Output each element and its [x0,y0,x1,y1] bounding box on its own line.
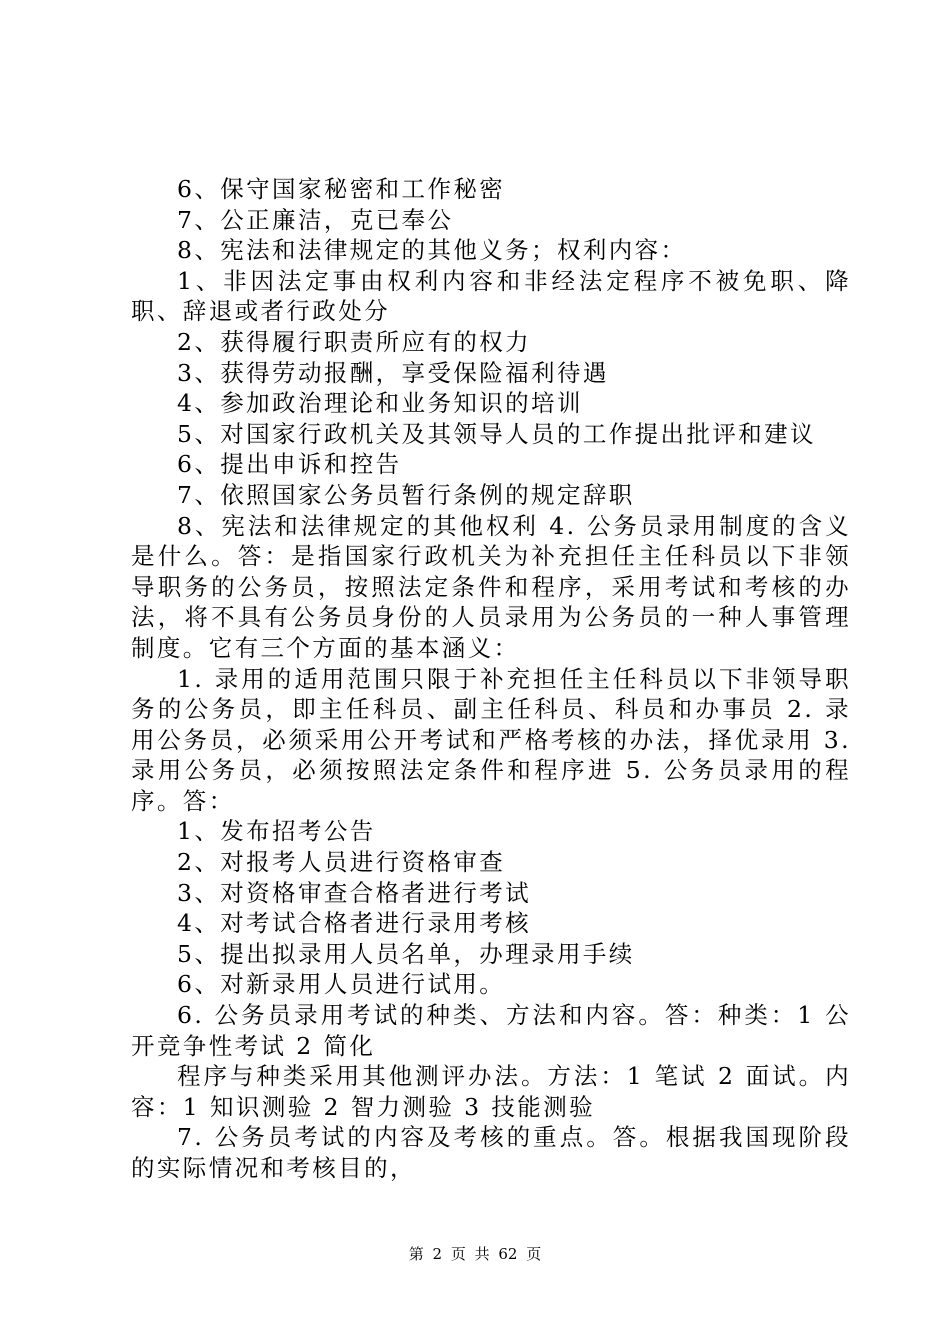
paragraph: 8、宪法和法律规定的其他义务；权利内容： [177,236,687,265]
paragraph: 7. 公务员考试的内容及考核的重点。答。根据我国现阶段的实际情况和考核目的， [131,1123,851,1182]
paragraph: 1、非因法定事由权利内容和非经法定程序不被免职、降职、辞退或者行政处分 [131,266,851,326]
paragraph: 2、对报考人员进行资格审查 [177,848,506,877]
paragraph: 5、提出拟录用人员名单，办理录用手续 [177,939,635,968]
paragraph: 程序与种类采用其他测评办法。方法：1 笔试 2 面试。内容：1 知识测验 2 智力测验 3 技能测验 [131,1062,851,1121]
paragraph: 3、对资格审查合格者进行考试 [177,878,532,907]
paragraph: 5、对国家行政机关及其领导人员的工作提出批评和建议 [177,419,816,448]
page-number-footer: 第 2 页 共 62 页 [408,1245,542,1263]
paragraph: 4、参加政治理论和业务知识的培训 [177,389,583,418]
paragraph: 2、获得履行职责所应有的权力 [177,327,532,356]
paragraph: 1、发布招考公告 [177,817,376,846]
paragraph: 6、对新录用人员进行试用。 [177,970,506,999]
paragraph: 1. 录用的适用范围只限于补充担任主任科员以下非领导职务的公务员，即主任科员、副主任科员、科员和办事员 2. 录用公务员，必须采用公开考试和严格考核的办法，择优录用 3. 录用公务员，必须按照法定条件和程序进 5. 公务员录用的程序。答： [131,664,851,815]
document-body [131,174,851,1184]
paragraph: 6. 公务员录用考试的种类、方法和内容。答：种类：1 公开竞争性考试 2 简化 [131,1001,851,1060]
paragraph: 7、公正廉洁，克已奉公 [177,205,454,234]
paragraph: 8、宪法和法律规定的其他权利 4. 公务员录用制度的含义是什么。答：是指国家行政机关为补充担任主任科员以下非领导职务的公务员，按照法定条件和程序，采用考试和考核的办法，将不具有公务员身份的人员录用为公务员的一种人事管理制度。它有三个方面的基本涵义： [131,511,851,662]
paragraph: 6、提出申诉和控告 [177,450,402,479]
paragraph: 7、依照国家公务员暂行条例的规定辞职 [177,480,635,509]
paragraph: 3、获得劳动报酬，享受保险福利待遇 [177,358,609,387]
paragraph: 6、保守国家秘密和工作秘密 [177,175,506,203]
paragraph: 4、对考试合格者进行录用考核 [177,909,532,938]
